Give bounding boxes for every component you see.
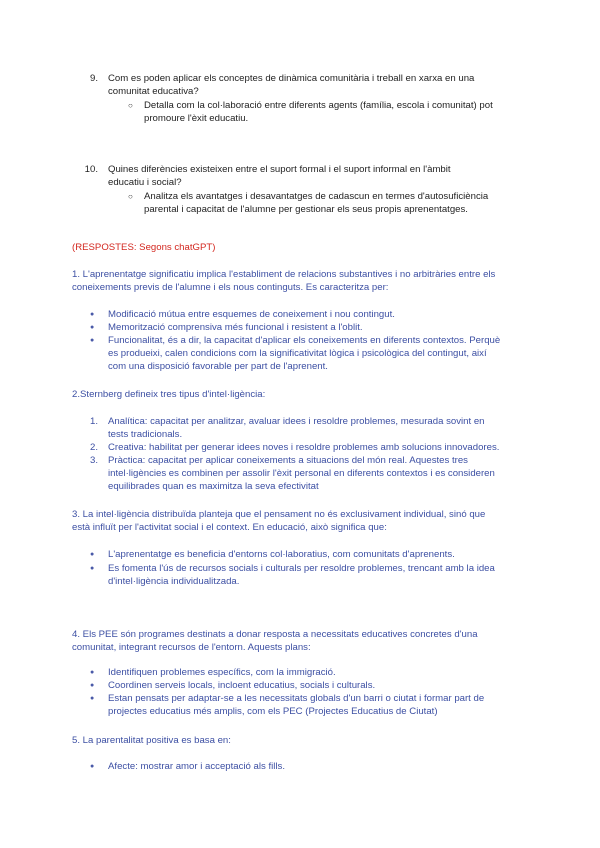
bullet-text: projectes educatius més amplis, com els PEC (Projectes Educatius de Ciutat) [108, 706, 438, 717]
bullet-icon: ● [90, 324, 95, 331]
bullet-text: Coordinen serveis locals, incloent educatius, socials i culturals. [108, 680, 376, 691]
bullet-icon: ● [90, 565, 95, 572]
list-number: 2. [89, 442, 98, 453]
bullet-text: d'intel·ligència individualitzada. [108, 576, 240, 587]
question-text-line: Com es poden aplicar els conceptes de dinàmica comunitària i treball en xarxa en una [108, 73, 475, 84]
bullet-icon: ● [90, 682, 95, 689]
bullet-icon: ● [90, 551, 95, 558]
list-item-text: intel·ligències es combinen per assolir l'èxit personal en diferents contextos i es consideren [108, 468, 495, 479]
list-item-text: Creativa: habilitat per generar idees noves i resoldre problemes amb solucions innovadores. [108, 442, 500, 453]
bullet-text: Identifiquen problemes específics, com la immigració. [108, 667, 336, 678]
bullet-icon: ● [90, 337, 95, 344]
question-text-line: Quines diferències existeixen entre el suport formal i el suport informal en l'àmbit [108, 164, 451, 175]
question-number: 9. [89, 73, 98, 84]
list-item-text: Pràctica: capacitat per aplicar coneixements a situacions del món real. Aquestes tres [108, 455, 468, 466]
sub-question-line: promoure l'èxit educatiu. [144, 113, 249, 124]
answer-intro-line: 5. La parentalitat positiva es basa en: [72, 735, 231, 746]
answer-intro-line: comunitat, integrant recursos de l'entorn. Aquests plans: [72, 642, 311, 653]
question-number: 10. [84, 164, 98, 175]
list-item-text: tests tradicionals. [108, 429, 183, 440]
answer-intro-line: coneixements previs de l'alumne i els nous continguts. Es caracteritza per: [72, 282, 389, 293]
list-number: 1. [89, 416, 98, 427]
list-item-text: equilibrades quan es maximitza la seva efectivitat [108, 481, 319, 492]
bullet-text: Es fomenta l'ús de recursos socials i culturals per resoldre problemes, trencant amb la idea [108, 563, 495, 574]
answer-intro-line: 1. L'aprenentatge significatiu implica l'establiment de relacions substantives i no arbitràries entre els [72, 269, 496, 280]
bullet-text: Funcionalitat, és a dir, la capacitat d'aplicar els coneixements en diferents contextos. Perquè [108, 335, 501, 346]
circle-bullet-icon: ○ [128, 192, 133, 201]
answer-intro-line: 3. La intel·ligència distribuïda planteja que el pensament no és exclusivament individual, sinó que [72, 509, 486, 520]
bullet-icon: ● [90, 669, 95, 676]
circle-bullet-icon: ○ [128, 101, 133, 110]
sub-question-line: parental i capacitat de l'alumne per gestionar els seus propis aprenentatges. [144, 204, 468, 215]
list-number: 3. [89, 455, 98, 466]
bullet-text: L'aprenentatge es beneficia d'entorns col·laboratius, com comunitats d'aprenents. [108, 549, 455, 560]
sub-question-line: Analitza els avantatges i desavantatges de cadascun en termes d'autosuficiència [144, 191, 489, 202]
bullet-text: Modificació mútua entre esquemes de coneixement i nou contingut. [108, 309, 395, 320]
bullet-text: Afecte: mostrar amor i acceptació als fills. [108, 761, 286, 772]
bullet-text: es produeixi, calen condicions com la significativitat lògica i psicològica del contingut, així [108, 348, 487, 359]
bullet-icon: ● [90, 311, 95, 318]
bullet-text: Memorització comprensiva més funcional i resistent a l'oblit. [108, 322, 363, 333]
bullet-icon: ● [90, 695, 95, 702]
answer-intro-line: està influït per l'activitat social i el context. En educació, això significa que: [72, 522, 387, 533]
question-text-line: comunitat educativa? [108, 86, 199, 97]
bullet-icon: ● [90, 763, 95, 770]
list-item-text: Analítica: capacitat per analitzar, avaluar idees i resoldre problemes, mesurada sovint en [108, 416, 485, 427]
answer-intro-line: 4. Els PEE són programes destinats a donar resposta a necessitats educatives concretes d'una [72, 629, 478, 640]
answers-heading: (RESPOSTES: Segons chatGPT) [72, 242, 216, 253]
sub-question-line: Detalla com la col·laboració entre diferents agents (família, escola i comunitat) pot [144, 100, 493, 111]
bullet-text: Estan pensats per adaptar-se a les necessitats globals d'un barri o ciutat i formar part de [108, 693, 485, 704]
bullet-text: com una disposició favorable per part de l'aprenent. [108, 361, 328, 372]
question-text-line: educatiu i social? [108, 177, 182, 188]
answer-intro-line: 2.Sternberg defineix tres tipus d'intel·ligència: [72, 389, 266, 400]
